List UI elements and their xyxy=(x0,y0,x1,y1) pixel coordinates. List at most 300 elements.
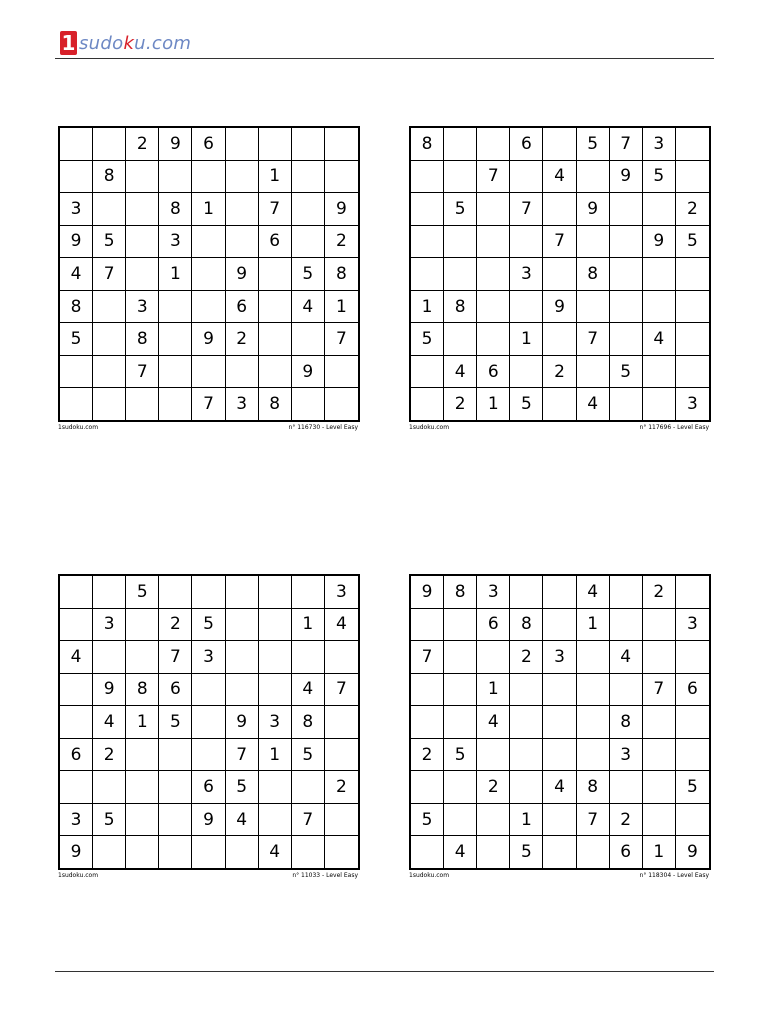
sudoku-cell: 3 xyxy=(226,388,259,420)
sudoku-cell xyxy=(93,193,126,226)
sudoku-cell xyxy=(93,576,126,609)
sudoku-cell xyxy=(226,641,259,674)
sudoku-cell xyxy=(676,804,709,837)
sudoku-cell xyxy=(510,739,543,772)
sudoku-cell: 5 xyxy=(292,258,325,291)
sudoku-cell xyxy=(444,804,477,837)
sudoku-cell xyxy=(444,161,477,194)
puzzle-id-label: n° 116730 - Level Easy xyxy=(288,424,358,431)
sudoku-cell xyxy=(577,706,610,739)
sudoku-cell xyxy=(510,576,543,609)
sudoku-cell: 4 xyxy=(643,323,676,356)
sudoku-cell xyxy=(60,388,93,420)
sudoku-cell xyxy=(543,836,576,868)
sudoku-cell xyxy=(292,161,325,194)
sudoku-cell xyxy=(477,641,510,674)
sudoku-cell xyxy=(610,226,643,259)
sudoku-cell xyxy=(676,739,709,772)
sudoku-cell xyxy=(60,576,93,609)
sudoku-cell: 4 xyxy=(577,576,610,609)
sudoku-cell: 6 xyxy=(510,128,543,161)
puzzle-site-label: 1sudoku.com xyxy=(58,424,99,431)
sudoku-cell xyxy=(643,739,676,772)
sudoku-cell: 7 xyxy=(577,323,610,356)
sudoku-cell: 3 xyxy=(543,641,576,674)
sudoku-cell xyxy=(292,771,325,804)
sudoku-cell xyxy=(676,128,709,161)
sudoku-cell xyxy=(477,836,510,868)
sudoku-cell: 4 xyxy=(543,161,576,194)
sudoku-cell: 4 xyxy=(226,804,259,837)
sudoku-cell: 1 xyxy=(192,193,225,226)
sudoku-cell xyxy=(159,161,192,194)
footer-divider xyxy=(55,971,714,972)
sudoku-cell xyxy=(126,804,159,837)
sudoku-cell: 4 xyxy=(93,706,126,739)
sudoku-cell xyxy=(159,836,192,868)
sudoku-cell: 7 xyxy=(411,641,444,674)
sudoku-cell xyxy=(259,804,292,837)
sudoku-cell: 5 xyxy=(226,771,259,804)
sudoku-cell: 5 xyxy=(159,706,192,739)
sudoku-cell xyxy=(510,706,543,739)
sudoku-cell: 7 xyxy=(477,161,510,194)
sudoku-cell xyxy=(444,641,477,674)
sudoku-cell xyxy=(643,609,676,642)
sudoku-cell: 9 xyxy=(192,804,225,837)
sudoku-cell xyxy=(510,291,543,324)
sudoku-cell: 6 xyxy=(60,739,93,772)
sudoku-cell xyxy=(292,323,325,356)
sudoku-puzzle-1 xyxy=(58,126,358,431)
sudoku-cell: 4 xyxy=(60,641,93,674)
sudoku-cell: 7 xyxy=(226,739,259,772)
sudoku-cell: 4 xyxy=(325,609,358,642)
sudoku-cell: 9 xyxy=(325,193,358,226)
sudoku-cell xyxy=(510,771,543,804)
puzzle-site-label: 1sudoku.com xyxy=(409,872,450,879)
sudoku-cell: 7 xyxy=(93,258,126,291)
sudoku-cell xyxy=(93,388,126,420)
sudoku-cell xyxy=(159,291,192,324)
sudoku-cell xyxy=(192,356,225,389)
sudoku-cell xyxy=(411,193,444,226)
sudoku-cell: 7 xyxy=(192,388,225,420)
sudoku-cell xyxy=(292,226,325,259)
sudoku-cell xyxy=(676,576,709,609)
sudoku-cell xyxy=(226,193,259,226)
puzzle-caption xyxy=(409,424,709,431)
sudoku-cell xyxy=(126,226,159,259)
sudoku-cell: 9 xyxy=(543,291,576,324)
sudoku-cell: 9 xyxy=(159,128,192,161)
sudoku-cell: 2 xyxy=(126,128,159,161)
sudoku-cell: 5 xyxy=(411,323,444,356)
header-divider xyxy=(55,58,714,59)
sudoku-cell xyxy=(292,576,325,609)
sudoku-cell xyxy=(444,771,477,804)
sudoku-cell xyxy=(126,609,159,642)
sudoku-cell xyxy=(192,576,225,609)
sudoku-cell xyxy=(192,226,225,259)
sudoku-cell: 9 xyxy=(292,356,325,389)
sudoku-cell xyxy=(643,356,676,389)
sudoku-cell: 6 xyxy=(226,291,259,324)
sudoku-cell: 1 xyxy=(411,291,444,324)
sudoku-cell xyxy=(126,641,159,674)
sudoku-puzzle-3 xyxy=(58,574,358,879)
sudoku-cell xyxy=(510,674,543,707)
sudoku-cell xyxy=(126,258,159,291)
sudoku-cell xyxy=(643,193,676,226)
sudoku-cell xyxy=(292,128,325,161)
sudoku-cell: 7 xyxy=(577,804,610,837)
sudoku-cell xyxy=(325,641,358,674)
sudoku-cell xyxy=(159,356,192,389)
sudoku-cell: 5 xyxy=(411,804,444,837)
sudoku-cell xyxy=(477,258,510,291)
sudoku-cell xyxy=(577,836,610,868)
sudoku-cell xyxy=(292,388,325,420)
sudoku-cell xyxy=(159,804,192,837)
sudoku-cell: 8 xyxy=(444,291,477,324)
logo-text xyxy=(79,33,191,54)
sudoku-cell: 4 xyxy=(477,706,510,739)
sudoku-cell xyxy=(510,356,543,389)
sudoku-cell: 9 xyxy=(643,226,676,259)
sudoku-cell xyxy=(192,739,225,772)
sudoku-cell xyxy=(259,258,292,291)
sudoku-cell xyxy=(676,258,709,291)
sudoku-cell xyxy=(510,226,543,259)
sudoku-cell: 8 xyxy=(126,323,159,356)
sudoku-cell xyxy=(192,258,225,291)
sudoku-cell xyxy=(93,291,126,324)
sudoku-cell: 3 xyxy=(93,609,126,642)
sudoku-cell: 5 xyxy=(60,323,93,356)
sudoku-cell: 9 xyxy=(226,258,259,291)
sudoku-cell xyxy=(477,804,510,837)
sudoku-cell xyxy=(543,674,576,707)
sudoku-cell: 5 xyxy=(610,356,643,389)
sudoku-cell xyxy=(543,193,576,226)
sudoku-cell: 2 xyxy=(510,641,543,674)
sudoku-cell: 5 xyxy=(444,193,477,226)
sudoku-cell xyxy=(543,323,576,356)
sudoku-cell xyxy=(411,356,444,389)
sudoku-cell xyxy=(477,739,510,772)
sudoku-cell: 6 xyxy=(159,674,192,707)
site-logo[interactable] xyxy=(60,28,191,58)
sudoku-cell xyxy=(676,161,709,194)
sudoku-cell xyxy=(159,739,192,772)
sudoku-grid xyxy=(58,574,360,870)
sudoku-cell xyxy=(325,161,358,194)
puzzle-caption xyxy=(409,872,709,879)
sudoku-cell xyxy=(676,641,709,674)
sudoku-cell: 8 xyxy=(159,193,192,226)
sudoku-cell xyxy=(159,771,192,804)
sudoku-cell: 2 xyxy=(444,388,477,420)
sudoku-cell: 8 xyxy=(444,576,477,609)
sudoku-cell xyxy=(126,161,159,194)
sudoku-cell xyxy=(226,356,259,389)
sudoku-cell: 3 xyxy=(192,641,225,674)
sudoku-cell xyxy=(126,771,159,804)
sudoku-cell xyxy=(60,128,93,161)
sudoku-cell xyxy=(93,356,126,389)
sudoku-cell xyxy=(325,706,358,739)
sudoku-cell: 6 xyxy=(610,836,643,868)
logo-text-part2: u.com xyxy=(134,32,192,54)
sudoku-cell xyxy=(159,323,192,356)
sudoku-cell xyxy=(643,804,676,837)
sudoku-cell xyxy=(259,323,292,356)
sudoku-cell: 2 xyxy=(676,193,709,226)
sudoku-cell: 5 xyxy=(192,609,225,642)
sudoku-cell: 1 xyxy=(126,706,159,739)
sudoku-cell xyxy=(411,609,444,642)
sudoku-cell xyxy=(60,356,93,389)
sudoku-cell xyxy=(259,291,292,324)
sudoku-cell xyxy=(159,388,192,420)
sudoku-cell: 3 xyxy=(159,226,192,259)
sudoku-cell: 5 xyxy=(444,739,477,772)
puzzle-id-label: n° 11033 - Level Easy xyxy=(292,872,358,879)
sudoku-cell: 7 xyxy=(325,323,358,356)
sudoku-cell: 3 xyxy=(60,193,93,226)
sudoku-cell xyxy=(444,609,477,642)
puzzle-id-label: n° 118304 - Level Easy xyxy=(639,872,709,879)
sudoku-cell xyxy=(192,836,225,868)
sudoku-cell: 3 xyxy=(325,576,358,609)
sudoku-cell xyxy=(411,258,444,291)
sudoku-cell xyxy=(610,291,643,324)
sudoku-cell xyxy=(411,771,444,804)
puzzle-caption xyxy=(58,424,358,431)
sudoku-cell xyxy=(610,258,643,291)
sudoku-cell xyxy=(259,356,292,389)
sudoku-cell xyxy=(477,128,510,161)
sudoku-cell: 1 xyxy=(510,804,543,837)
sudoku-cell xyxy=(444,258,477,291)
sudoku-cell: 4 xyxy=(543,771,576,804)
sudoku-cell xyxy=(643,388,676,420)
sudoku-cell: 1 xyxy=(577,609,610,642)
sudoku-cell: 1 xyxy=(477,674,510,707)
sudoku-cell xyxy=(477,193,510,226)
sudoku-cell xyxy=(192,674,225,707)
sudoku-cell: 1 xyxy=(643,836,676,868)
sudoku-cell xyxy=(325,128,358,161)
sudoku-cell: 7 xyxy=(292,804,325,837)
sudoku-cell xyxy=(411,161,444,194)
sudoku-cell: 8 xyxy=(292,706,325,739)
sudoku-cell: 4 xyxy=(577,388,610,420)
sudoku-grid xyxy=(409,126,711,422)
sudoku-cell: 9 xyxy=(93,674,126,707)
sudoku-cell: 7 xyxy=(126,356,159,389)
sudoku-cell: 3 xyxy=(687,394,698,415)
sudoku-cell xyxy=(676,356,709,389)
sudoku-cell xyxy=(259,641,292,674)
sudoku-cell: 3 xyxy=(510,258,543,291)
sudoku-cell: 7 xyxy=(543,226,576,259)
sudoku-cell: 8 xyxy=(577,258,610,291)
sudoku-cell xyxy=(543,609,576,642)
sudoku-cell xyxy=(577,356,610,389)
sudoku-cell: 7 xyxy=(259,193,292,226)
sudoku-cell: 8 xyxy=(259,388,292,420)
logo-text-accent: k xyxy=(123,32,135,54)
sudoku-cell xyxy=(577,674,610,707)
sudoku-cell xyxy=(444,706,477,739)
sudoku-cell: 8 xyxy=(325,258,358,291)
sudoku-cell: 6 xyxy=(192,128,225,161)
sudoku-cell: 2 xyxy=(325,771,358,804)
sudoku-cell xyxy=(93,771,126,804)
sudoku-cell: 1 xyxy=(292,609,325,642)
sudoku-cell: 4 xyxy=(444,836,477,868)
puzzle-site-label: 1sudoku.com xyxy=(58,872,99,879)
sudoku-cell: 8 xyxy=(93,161,126,194)
sudoku-cell: 4 xyxy=(444,356,477,389)
sudoku-cell xyxy=(610,674,643,707)
sudoku-cell xyxy=(292,193,325,226)
sudoku-cell: 2 xyxy=(610,804,643,837)
sudoku-cell xyxy=(226,128,259,161)
sudoku-cell: 3 xyxy=(126,291,159,324)
sudoku-cell: 5 xyxy=(510,388,543,420)
sudoku-cell: 9 xyxy=(610,161,643,194)
sudoku-cell: 7 xyxy=(325,674,358,707)
sudoku-cell: 3 xyxy=(259,706,292,739)
sudoku-cell: 9 xyxy=(411,576,444,609)
sudoku-cell: 8 xyxy=(577,771,610,804)
sudoku-cell xyxy=(543,576,576,609)
sudoku-cell xyxy=(226,674,259,707)
sudoku-cell: 1 xyxy=(259,161,292,194)
sudoku-cell: 1 xyxy=(477,388,510,420)
sudoku-cell xyxy=(676,291,709,324)
sudoku-cell xyxy=(411,706,444,739)
sudoku-cell: 7 xyxy=(159,641,192,674)
sudoku-cell xyxy=(60,771,93,804)
puzzle-site-label: 1sudoku.com xyxy=(409,424,450,431)
sudoku-cell: 9 xyxy=(60,836,93,868)
sudoku-cell: 5 xyxy=(93,804,126,837)
sudoku-cell: 5 xyxy=(676,771,709,804)
sudoku-cell xyxy=(444,226,477,259)
sudoku-cell xyxy=(259,128,292,161)
sudoku-cell: 4 xyxy=(60,258,93,291)
sudoku-cell: 9 xyxy=(60,226,93,259)
sudoku-cell xyxy=(93,323,126,356)
sudoku-cell: 1 xyxy=(325,291,358,324)
sudoku-cell xyxy=(643,258,676,291)
sudoku-cell xyxy=(192,291,225,324)
sudoku-grid xyxy=(409,574,711,870)
sudoku-cell: 2 xyxy=(325,226,358,259)
sudoku-cell: 5 xyxy=(676,226,709,259)
sudoku-cell xyxy=(126,836,159,868)
sudoku-cell xyxy=(60,161,93,194)
sudoku-cell: 6 xyxy=(676,674,709,707)
sudoku-cell xyxy=(93,128,126,161)
sudoku-cell xyxy=(510,161,543,194)
sudoku-cell: 5 xyxy=(126,576,159,609)
sudoku-cell xyxy=(292,641,325,674)
sudoku-cell: 2 xyxy=(93,739,126,772)
sudoku-cell xyxy=(126,388,159,420)
sudoku-grid xyxy=(58,126,360,422)
sudoku-cell xyxy=(60,706,93,739)
sudoku-cell xyxy=(577,161,610,194)
sudoku-cell xyxy=(643,641,676,674)
sudoku-cell xyxy=(643,771,676,804)
sudoku-cell xyxy=(192,161,225,194)
sudoku-cell xyxy=(676,706,709,739)
sudoku-cell: 5 xyxy=(510,836,543,868)
sudoku-cell: 9 xyxy=(192,323,225,356)
sudoku-cell xyxy=(444,128,477,161)
puzzle-id-label: n° 117696 - Level Easy xyxy=(639,424,709,431)
sudoku-cell: 8 xyxy=(60,291,93,324)
sudoku-cell: 6 xyxy=(192,771,225,804)
sudoku-cell xyxy=(610,771,643,804)
sudoku-cell xyxy=(93,641,126,674)
sudoku-cell xyxy=(325,388,358,420)
sudoku-cell: 4 xyxy=(610,641,643,674)
sudoku-cell xyxy=(259,771,292,804)
sudoku-cell: 8 xyxy=(510,609,543,642)
sudoku-cell: 7 xyxy=(610,128,643,161)
sudoku-cell xyxy=(676,323,709,356)
sudoku-cell: 3 xyxy=(676,609,709,642)
sudoku-cell xyxy=(325,356,358,389)
sudoku-cell xyxy=(610,323,643,356)
sudoku-cell: 8 xyxy=(126,674,159,707)
sudoku-cell xyxy=(543,258,576,291)
sudoku-cell: 3 xyxy=(643,128,676,161)
sudoku-cell: 7 xyxy=(510,193,543,226)
sudoku-cell xyxy=(259,609,292,642)
sudoku-cell xyxy=(444,674,477,707)
sudoku-cell xyxy=(543,739,576,772)
sudoku-cell: 1 xyxy=(510,323,543,356)
sudoku-cell xyxy=(444,323,477,356)
sudoku-cell xyxy=(325,804,358,837)
sudoku-cell: 3 xyxy=(610,739,643,772)
sudoku-cell xyxy=(577,641,610,674)
sudoku-cell: 3 xyxy=(60,804,93,837)
sudoku-cell: 1 xyxy=(159,258,192,291)
sudoku-cell xyxy=(226,161,259,194)
sudoku-cell: 6 xyxy=(477,356,510,389)
logo-text-part1: sudo xyxy=(79,32,124,54)
sudoku-cell: 8 xyxy=(411,128,444,161)
sudoku-cell: 2 xyxy=(643,576,676,609)
sudoku-cell: 5 xyxy=(643,161,676,194)
sudoku-cell: 8 xyxy=(610,706,643,739)
sudoku-cell: 9 xyxy=(687,842,698,863)
sudoku-cell xyxy=(477,323,510,356)
sudoku-cell: 5 xyxy=(292,739,325,772)
sudoku-cell xyxy=(577,739,610,772)
sudoku-cell xyxy=(192,706,225,739)
sudoku-cell xyxy=(610,609,643,642)
sudoku-cell xyxy=(93,836,126,868)
